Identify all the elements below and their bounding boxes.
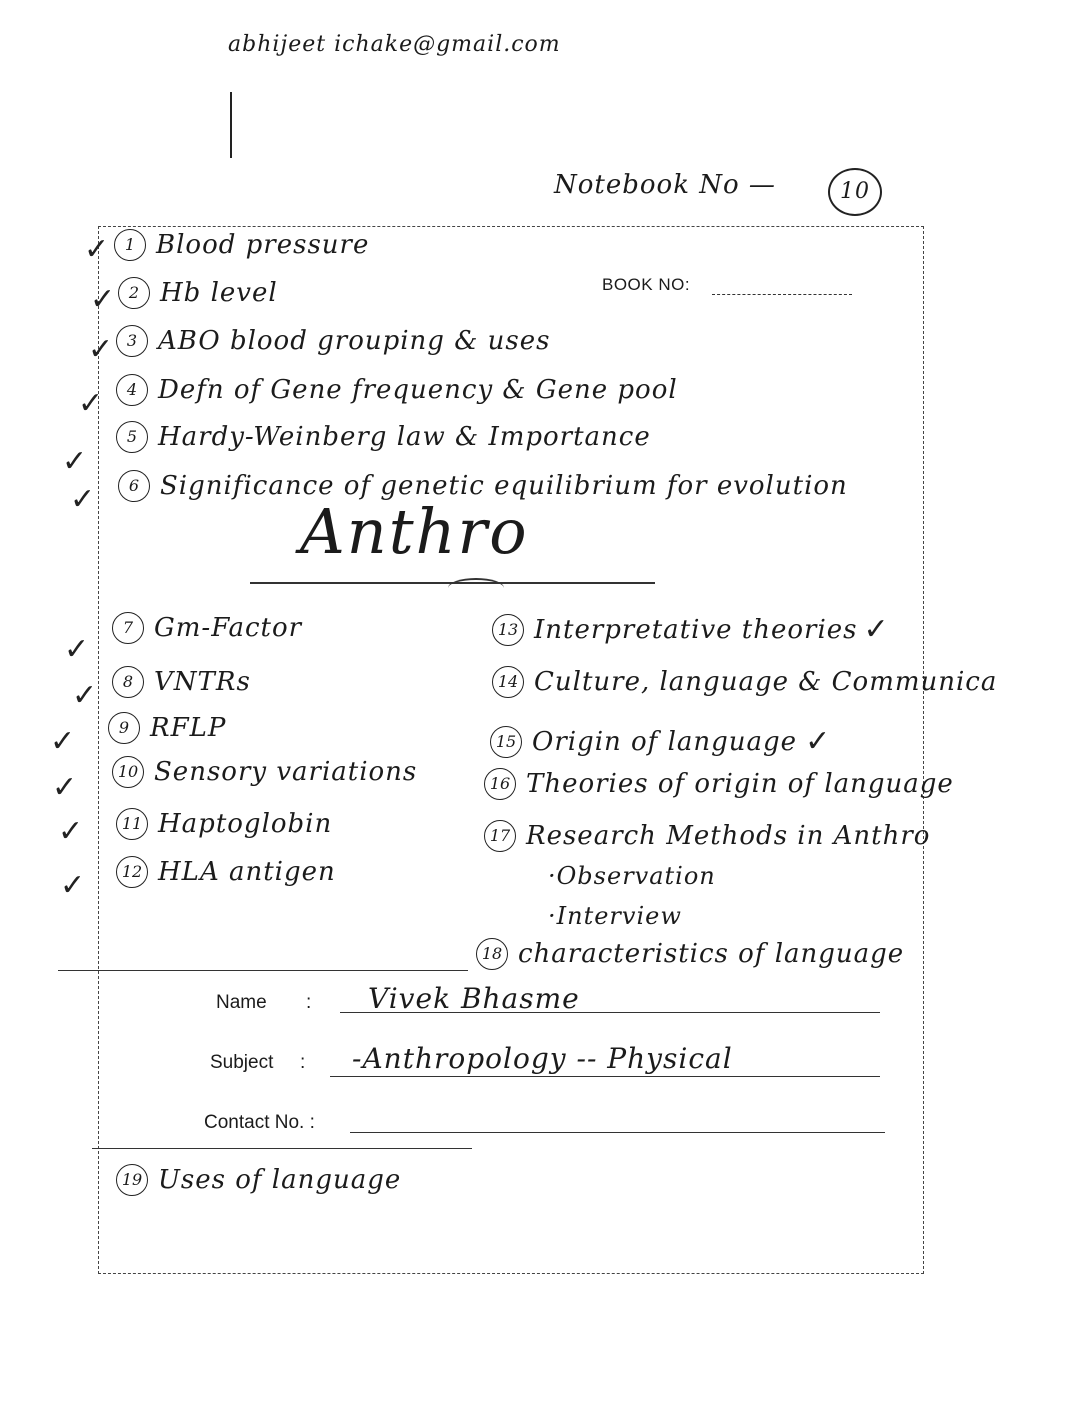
topic-number: 6 bbox=[118, 470, 150, 502]
topic-number: 1 bbox=[114, 229, 146, 261]
topic-item bbox=[116, 808, 332, 840]
book-no-label: BOOK NO: bbox=[602, 275, 691, 294]
subject-line bbox=[330, 1076, 880, 1077]
email-address: abhijeet ichake@gmail.com bbox=[228, 32, 561, 57]
heading-swirl bbox=[448, 578, 504, 598]
topic-number: 11 bbox=[116, 808, 148, 840]
topic-text: Uses of language bbox=[158, 1165, 402, 1195]
topic-item bbox=[112, 756, 417, 788]
topic-text: RFLP bbox=[150, 713, 227, 743]
checkmark-icon: ✓ bbox=[52, 770, 78, 805]
topic-text: Gm-Factor bbox=[154, 613, 303, 643]
topic-number: 12 bbox=[116, 856, 148, 888]
section-heading: Anthro bbox=[300, 495, 529, 568]
topic-item bbox=[492, 612, 889, 647]
topic-item bbox=[116, 1164, 401, 1196]
topic-item bbox=[116, 374, 678, 406]
topic-text: Blood pressure bbox=[156, 230, 370, 260]
checkmark-icon: ✓ bbox=[84, 232, 110, 267]
notebook-label: Notebook No — bbox=[554, 170, 776, 200]
checkmark-icon: ✓ bbox=[58, 814, 84, 849]
topic-number: 19 bbox=[116, 1164, 148, 1196]
name-value: Vivek Bhasme bbox=[368, 982, 580, 1015]
research-method-item: ·Observation bbox=[548, 862, 716, 890]
topic-number: 13 bbox=[492, 614, 524, 646]
topic-text: Origin of language bbox=[532, 726, 798, 757]
topic-text: characteristics of language bbox=[518, 939, 905, 969]
topic-item bbox=[492, 666, 997, 698]
contact-line bbox=[350, 1132, 885, 1133]
subject-value: -Anthropology -- Physical bbox=[352, 1042, 733, 1075]
checkmark-icon: ✓ bbox=[90, 282, 116, 317]
topic-text: Hardy-Weinberg law & Importance bbox=[158, 422, 651, 452]
topic-text: Theories of origin of language bbox=[526, 769, 954, 799]
research-method-item: ·Interview bbox=[548, 902, 682, 930]
checkmark-icon: ✓ bbox=[863, 612, 889, 647]
checkmark-icon: ✓ bbox=[78, 386, 104, 421]
topic-number: 4 bbox=[116, 374, 148, 406]
name-line bbox=[340, 1012, 880, 1013]
checkmark-icon: ✓ bbox=[88, 332, 114, 367]
name-label: Name bbox=[216, 992, 267, 1013]
checkmark-icon: ✓ bbox=[50, 724, 76, 759]
topic-item bbox=[484, 768, 954, 800]
topic-text: ABO blood grouping & uses bbox=[158, 326, 551, 356]
topic-text: HLA antigen bbox=[158, 857, 336, 887]
topic-text: Haptoglobin bbox=[158, 809, 333, 839]
topic-item bbox=[484, 820, 930, 852]
subject-label: Subject bbox=[210, 1052, 274, 1073]
topic-text: Interpretative theories bbox=[534, 614, 858, 645]
topic-number: 14 bbox=[492, 666, 524, 698]
topic-text: Sensory variations bbox=[154, 757, 418, 787]
topic-text: Culture, language & Communica bbox=[534, 667, 998, 697]
checkmark-icon: ✓ bbox=[70, 482, 96, 517]
topic-number: 7 bbox=[112, 612, 144, 644]
topic-text: Significance of genetic equilibrium for evolution bbox=[160, 471, 848, 501]
topic-number: 18 bbox=[476, 938, 508, 970]
topic-number: 3 bbox=[116, 325, 148, 357]
checkmark-icon: ✓ bbox=[805, 724, 831, 759]
topic-number: 16 bbox=[484, 768, 516, 800]
separator-line bbox=[92, 1148, 472, 1149]
topic-item bbox=[490, 724, 830, 759]
checkmark-icon: ✓ bbox=[64, 632, 90, 667]
topic-item bbox=[116, 421, 651, 453]
contact-label: Contact No. : bbox=[204, 1112, 315, 1133]
topic-item bbox=[118, 277, 278, 309]
topic-text: Research Methods in Anthro bbox=[526, 821, 931, 851]
topic-item bbox=[112, 612, 302, 644]
topic-number: 8 bbox=[112, 666, 144, 698]
topic-text: Hb level bbox=[160, 278, 278, 308]
checkmark-icon: ✓ bbox=[60, 868, 86, 903]
topic-item bbox=[114, 229, 369, 261]
topic-text: VNTRs bbox=[154, 667, 251, 697]
topic-number: 10 bbox=[112, 756, 144, 788]
book-no-line bbox=[712, 294, 852, 295]
topic-number: 15 bbox=[490, 726, 522, 758]
topic-number: 17 bbox=[484, 820, 516, 852]
topic-item bbox=[476, 938, 904, 970]
topic-number: 2 bbox=[118, 277, 150, 309]
topic-item bbox=[116, 325, 550, 357]
topic-item bbox=[108, 712, 226, 744]
subject-colon: : bbox=[300, 1052, 306, 1073]
separator-line bbox=[58, 970, 468, 971]
pen-stroke bbox=[230, 92, 232, 158]
topic-item bbox=[116, 856, 336, 888]
checkmark-icon: ✓ bbox=[72, 678, 98, 713]
topic-number: 5 bbox=[116, 421, 148, 453]
topic-text: Defn of Gene frequency & Gene pool bbox=[158, 375, 678, 405]
notebook-number: 10 bbox=[828, 168, 882, 216]
topic-item bbox=[112, 666, 251, 698]
topic-number: 9 bbox=[108, 712, 140, 744]
checkmark-icon: ✓ bbox=[62, 444, 88, 479]
name-colon: : bbox=[306, 992, 312, 1013]
